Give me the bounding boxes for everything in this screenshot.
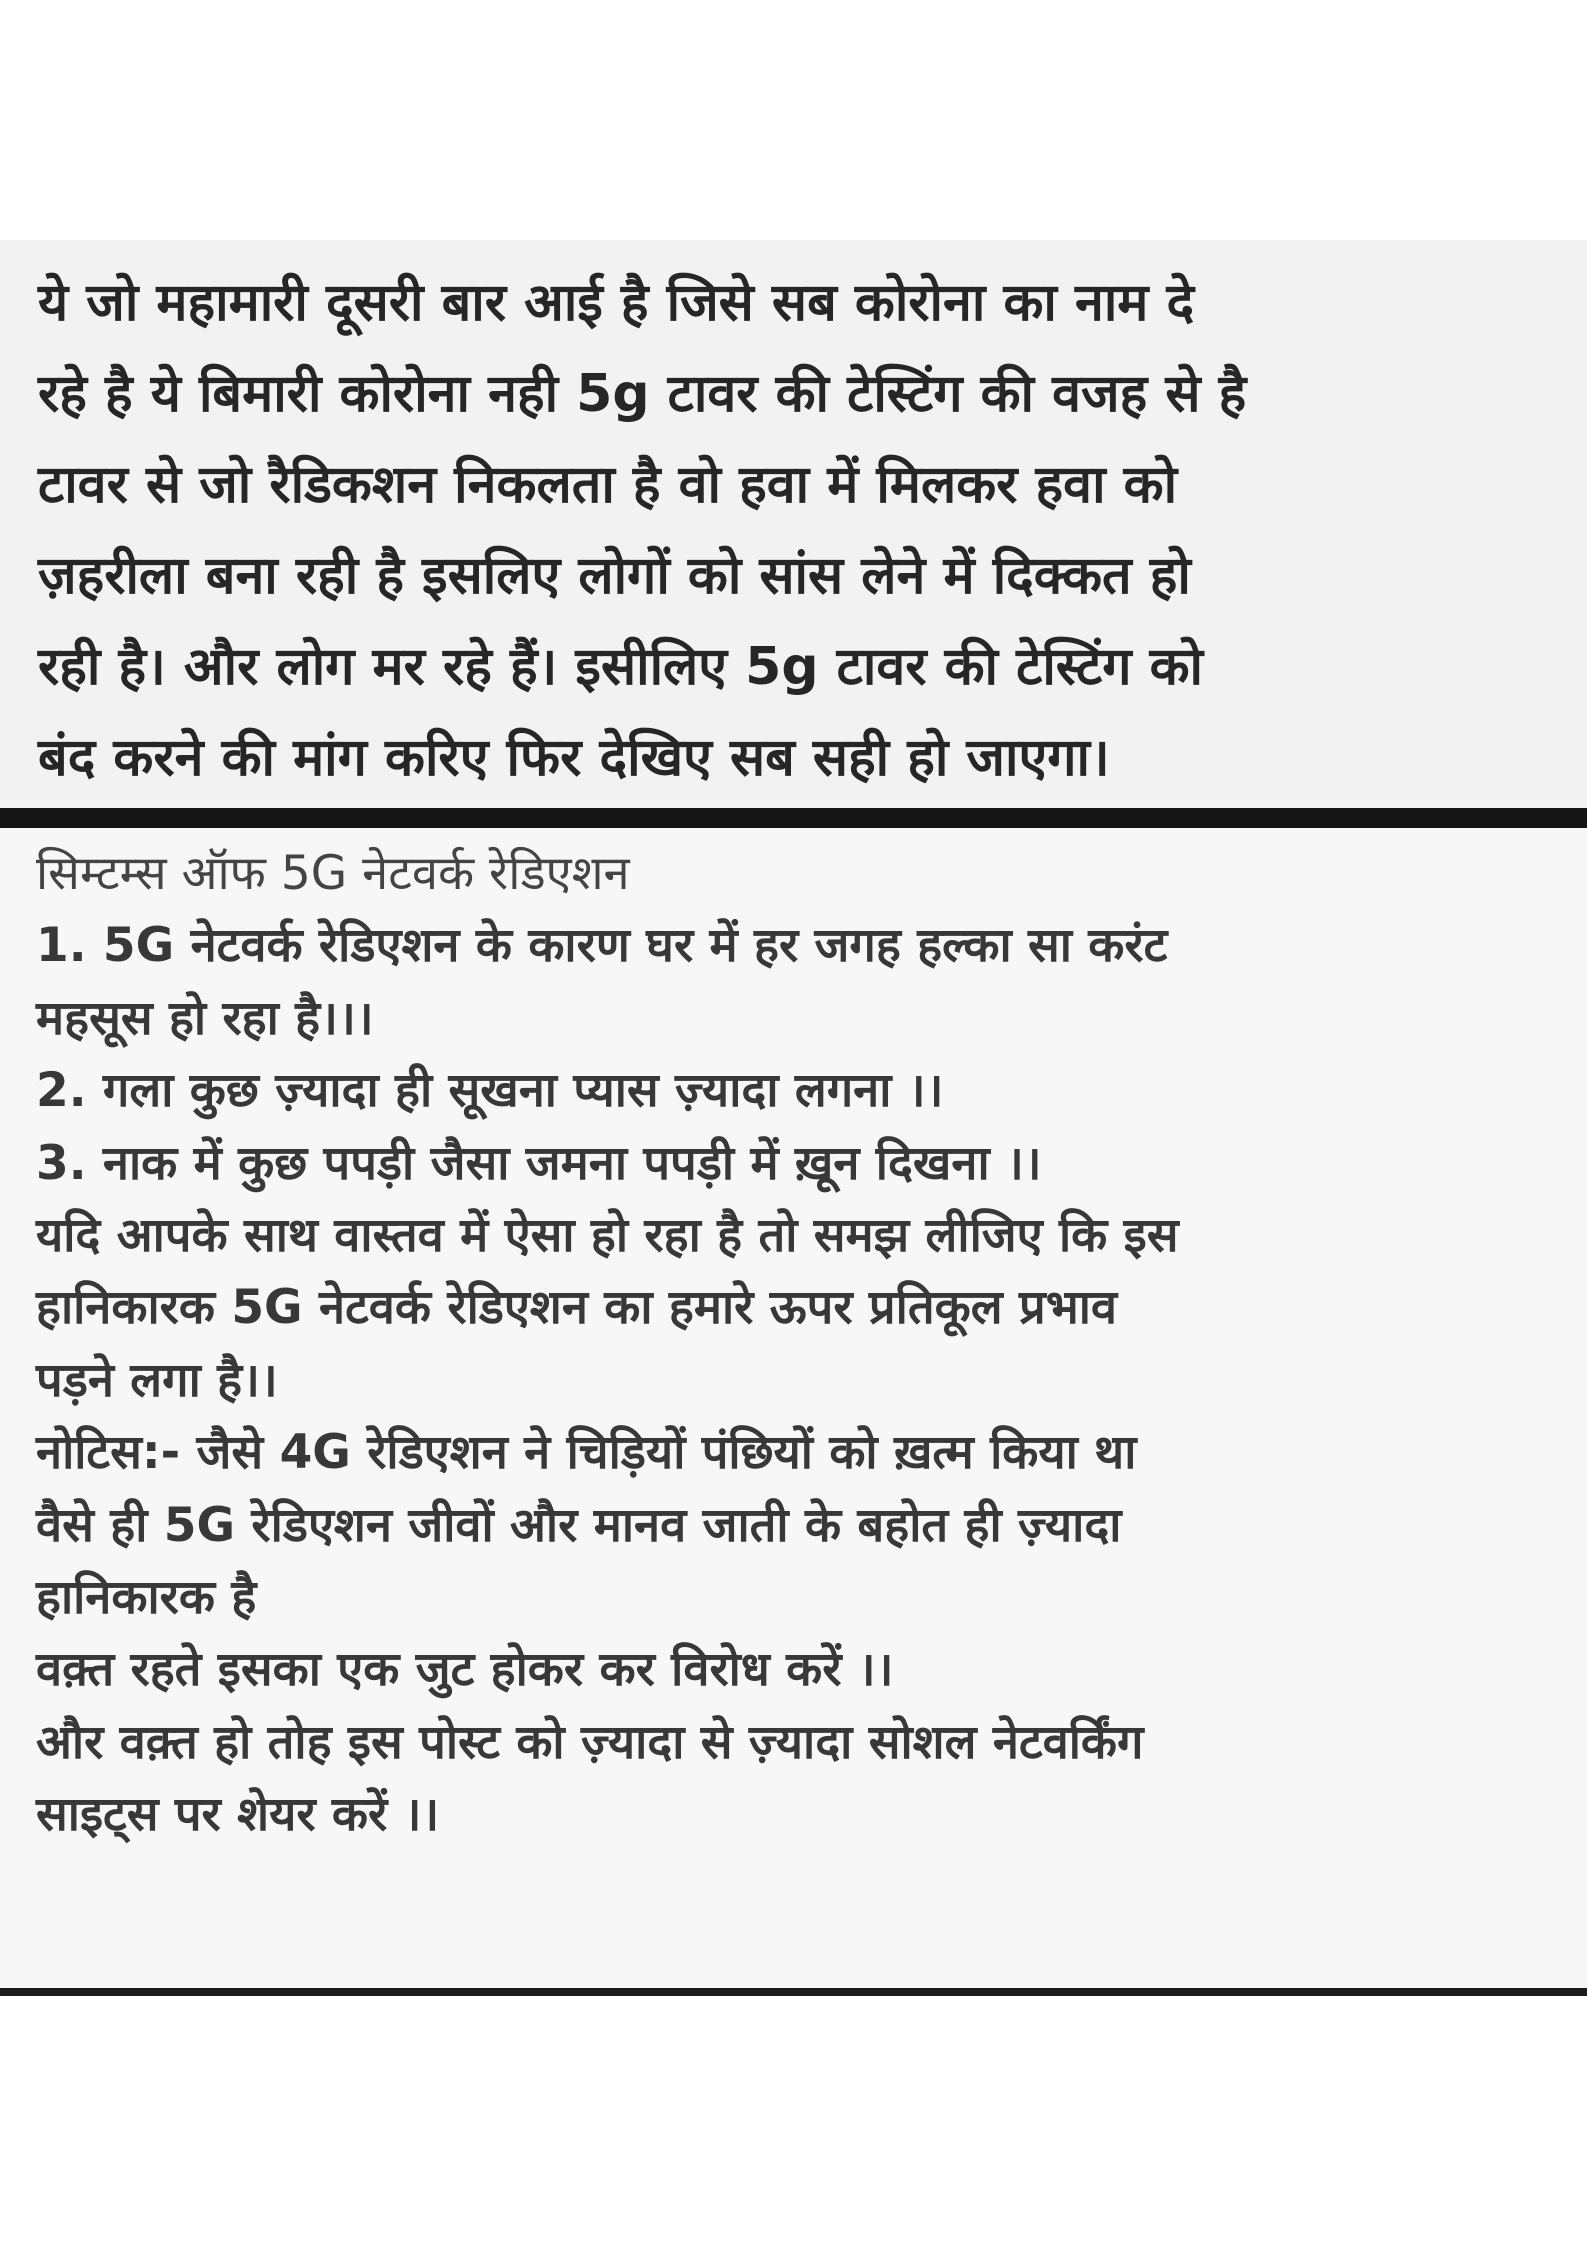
top-message-line: ज़हरीला बना रही है इसलिए लोगों को सांस लेने में दिक्कत हो [38,546,1191,606]
symptoms-heading: सिम्टम्स ऑफ 5G नेटवर्क रेडिएशन [36,846,630,901]
bottom-message-line: वैसे ही 5G रेडिएशन जीवों और मानव जाती के बहोत ही ज़्यादा [36,1497,1122,1553]
section-divider [0,808,1587,828]
bottom-message-line: साइट्स पर शेयर करें ।। [36,1787,440,1843]
top-message-line: बंद करने की मांग करिए फिर देखिए सब सही हो जाएगा। [38,728,1110,788]
bottom-message-line: और वक़्त हो तोह इस पोस्ट को ज़्यादा से ज़्यादा सोशल नेटवर्किंग [36,1714,1144,1770]
bottom-message-line: महसूस हो रहा है।।। [36,990,374,1046]
top-message-line: टावर से जो रैडिकशन निकलता है वो हवा में मिलकर हवा को [38,455,1178,515]
bottom-message-line: यदि आपके साथ वास्तव में ऐसा हो रहा है तो समझ लीजिए कि इस [36,1208,1179,1264]
bottom-message-line: 2. गला कुछ ज़्यादा ही सूखना प्यास ज़्यादा लगना ।। [36,1063,944,1119]
top-message-line: रही है। और लोग मर रहे हैं। इसीलिए 5g टावर की टेस्टिंग को [38,637,1204,697]
top-message-block [0,240,1587,808]
top-message-line: ये जो महामारी दूसरी बार आई है जिसे सब कोरोना का नाम दे [38,273,1195,333]
bottom-message-block [0,828,1587,1996]
bottom-message-line: 3. नाक में कुछ पपड़ी जैसा जमना पपड़ी में ख़ून दिखना ।। [36,1135,1042,1191]
bottom-message-line: हानिकारक 5G नेटवर्क रेडिएशन का हमारे ऊपर प्रतिकूल प्रभाव [36,1280,1118,1336]
top-message-line: रहे है ये बिमारी कोरोना नही 5g टावर की टेस्टिंग की वजह से है [38,364,1247,424]
bottom-message-line: 1. 5G नेटवर्क रेडिएशन के कारण घर में हर जगह हल्का सा करंट [36,918,1168,974]
bottom-message-line: नोटिस:- जैसे 4G रेडिएशन ने चिड़ियों पंछियों को ख़त्म किया था [36,1425,1137,1481]
bottom-message-line: वक़्त रहते इसका एक जुट होकर कर विरोध करें ।। [36,1642,894,1698]
bottom-message-line: पड़ने लगा है।। [36,1352,278,1408]
bottom-message-line: हानिकारक है [36,1570,257,1626]
